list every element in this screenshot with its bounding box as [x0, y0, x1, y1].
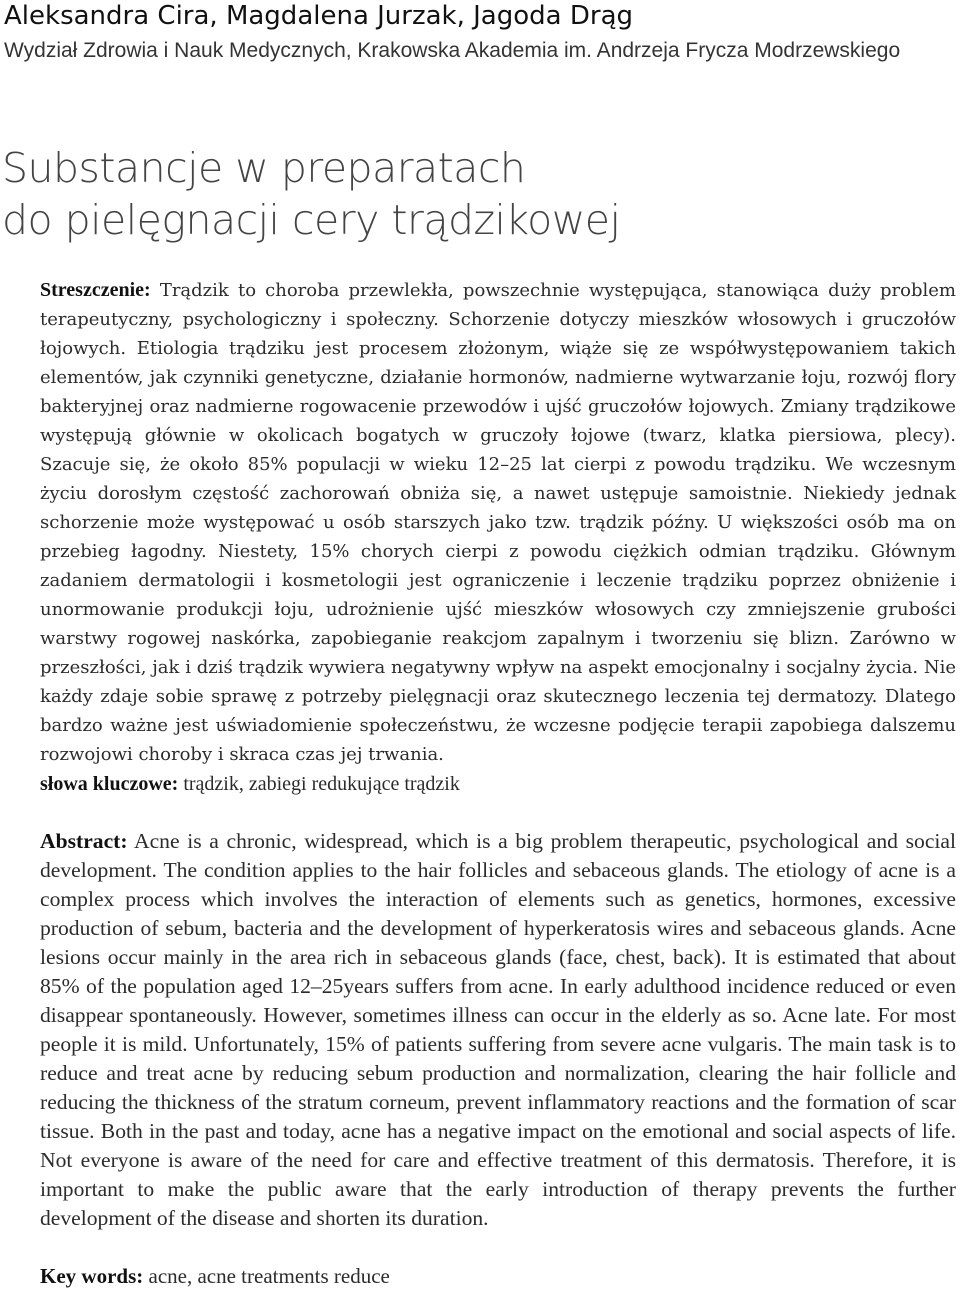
- abstract-english-label: Abstract:: [40, 829, 128, 853]
- keywords-english-label: Key words:: [40, 1264, 144, 1288]
- keywords-polish-label: słowa kluczowe:: [40, 773, 179, 795]
- keywords-english: [40, 1262, 956, 1291]
- authors: Aleksandra Cira, Magdalena Jurzak, Jagoda Drąg: [4, 1, 634, 31]
- abstract-polish: [40, 276, 956, 769]
- abstract-english-text: Acne is a chronic, widespread, which is a big problem therapeutic, psychological and social development. The condition applies to the hair follicles and sebaceous glands. The etiology of acne is a complex process which involves the interaction of elements such as genetics, hormones, excessive production of sebum, bacteria and the development of hyperkeratosis wires and sebaceous glands. Acne lesions occur mainly in the area rich in sebaceous glands (face, chest, back). It is estimated that about 85% of the population aged 12–25years suffers from acne. In early adulthood incidence reduced or even disappear spontaneously. However, sometimes illness can occur in the elderly as so. Acne late. For most people it is mild. Unfortunately, 15% of patients suffering from severe acne vulgaris. The main task is to reduce and treat acne by reducing sebum production and normalization, clearing the hair follicle and reducing the thickness of the stratum corneum, prevent inflammatory reactions and the formation of scar tissue. Both in the past and today, acne has a negative impact on the emotional and social aspects of life. Not everyone is aware of the need for care and effective treatment of this dermatosis. Therefore, it is important to make the public aware that the early introduction of therapy prevents the further development of the disease and shorten its duration.: [40, 829, 956, 1230]
- keywords-polish-text: trądzik, zabiegi redukujące trądzik: [178, 773, 460, 795]
- abstract-polish-text: Trądzik to choroba przewlekła, powszechnie występująca, stanowiąca duży problem terapeutyczny, psychologiczny i społeczny. Schorzenie dotyczy mieszków włosowych i gruczołów łojowych. Etiologia trądziku jest procesem złożonym, wiąże się ze współwystępowaniem takich elementów, jak czynniki genetyczne, działanie hormonów, nadmierne wytwarzanie łoju, rozwój flory bakteryjnej oraz nadmierne rogowacenie przewodów i ujść gruczołów łojowych. Zmiany trądzikowe występują głównie w okolicach bogatych w gruczoły łojowe (twarz, klatka piersiowa, plecy). Szacuje się, że około 85% populacji w wieku 12–25 lat cierpi z powodu trądziku. We wczesnym życiu dorosłym częstość zachorowań obniża się, a nawet ustępuje samoistnie. Niekiedy jednak schorzenie może występować u osób starszych jako tzw. trądzik późny. U większości osób ma on przebieg łagodny. Niestety, 15% chorych cierpi z powodu ciężkich odmian trądziku. Głównym zadaniem dermatologii i kosmetologii jest ograniczenie i leczenie trądziku poprzez obniżenie i unormowanie produkcji łoju, udrożnienie ujść mieszków włosowych czy zmniejszenie grubości warstwy rogowej naskórka, zapobieganie reakcjom zapalnym i tworzeniu się blizn. Zarówno w przeszłości, jak i dziś trądzik wywiera negatywny wpływ na aspekt emocjonalny i socjalny życia. Nie każdy zdaje sobie sprawę z potrzeby pielęgnacji oraz skutecznego leczenia tej dermatozy. Dlatego bardzo ważne jest uświadomienie społeczeństwu, że wczesne podjęcie terapii zapobiega dalszemu rozwojowi choroby i skraca czas jej trwania.: [40, 280, 956, 765]
- abstract-english: [40, 827, 956, 1233]
- paper-title: [2, 142, 952, 246]
- abstract-polish-label: Streszczenie:: [40, 279, 151, 301]
- title-line-1: Substancje w preparatach: [2, 144, 526, 192]
- affiliation: Wydział Zdrowia i Nauk Medycznych, Krakowska Akademia im. Andrzeja Frycza Modrzewskiego: [4, 39, 901, 62]
- keywords-polish: [40, 770, 956, 799]
- title-line-2: do pielęgnacji cery trądzikowej: [2, 196, 621, 244]
- keywords-english-text: acne, acne treatments reduce: [143, 1264, 390, 1288]
